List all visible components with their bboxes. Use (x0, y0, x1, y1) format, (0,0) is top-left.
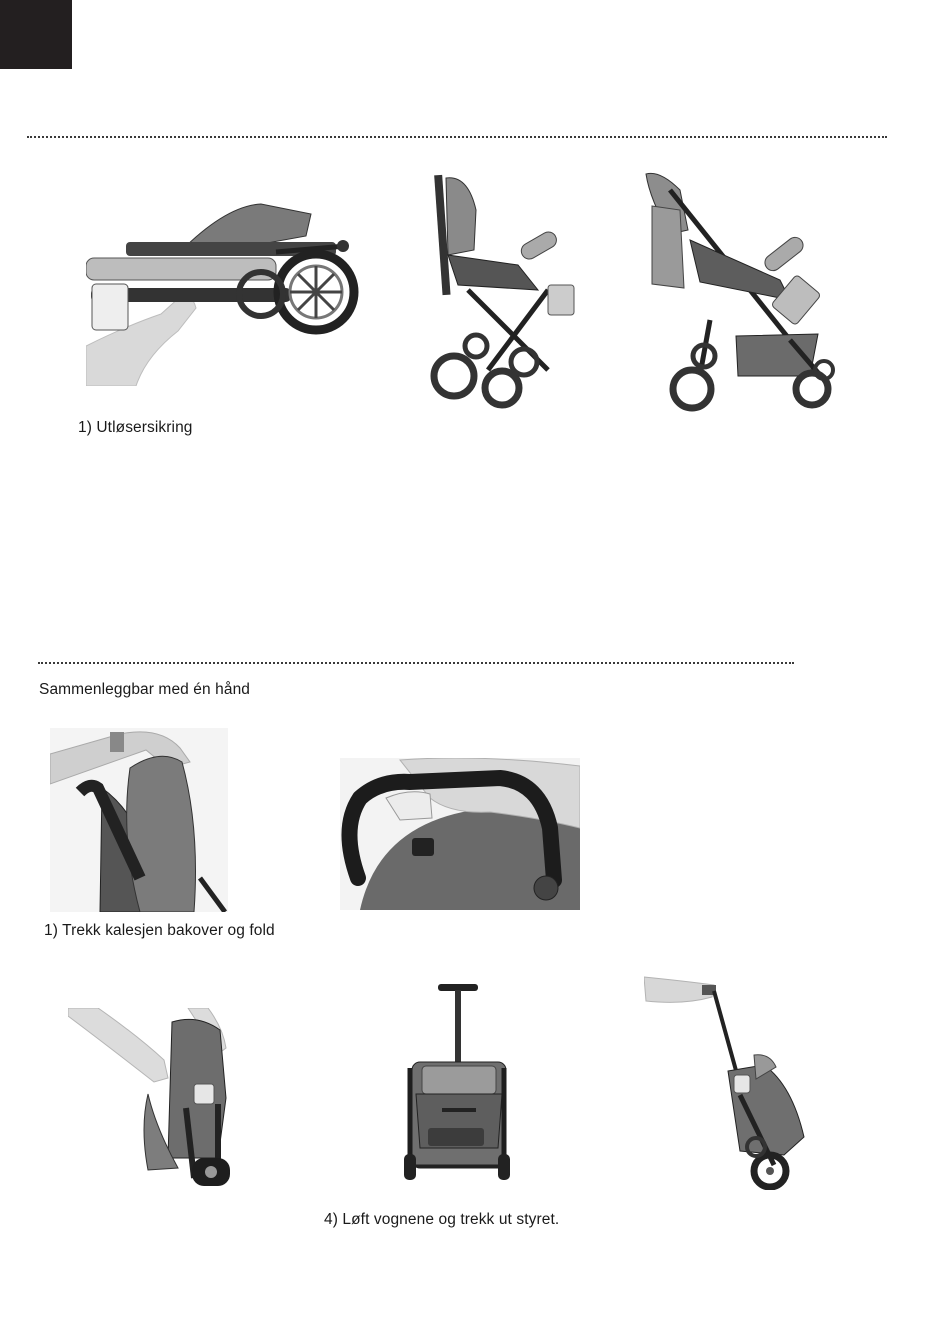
stroller-half-folded-icon (428, 170, 578, 412)
folded-front-handle-icon (398, 978, 516, 1188)
handlebar-grip-icon (340, 758, 580, 910)
section-heading: Sammenleggbar med én hånd (39, 681, 251, 698)
step1-caption-canopy: 1) Trekk kalesjen bakover og fold (44, 922, 275, 939)
section-divider-top (27, 136, 887, 138)
corner-tab (0, 0, 72, 69)
step1-caption-release: 1) Utløsersikring (78, 419, 193, 436)
fold-press-icon (68, 1008, 234, 1190)
section-divider-mid (38, 662, 794, 664)
folded-pull-handle-icon (644, 975, 812, 1190)
step4-caption-lift: 4) Løft vognene og trekk ut styret. (324, 1211, 560, 1228)
canopy-pull-back-icon (50, 728, 228, 912)
stroller-folded-release-icon (86, 196, 361, 386)
stroller-open-icon (640, 170, 836, 412)
